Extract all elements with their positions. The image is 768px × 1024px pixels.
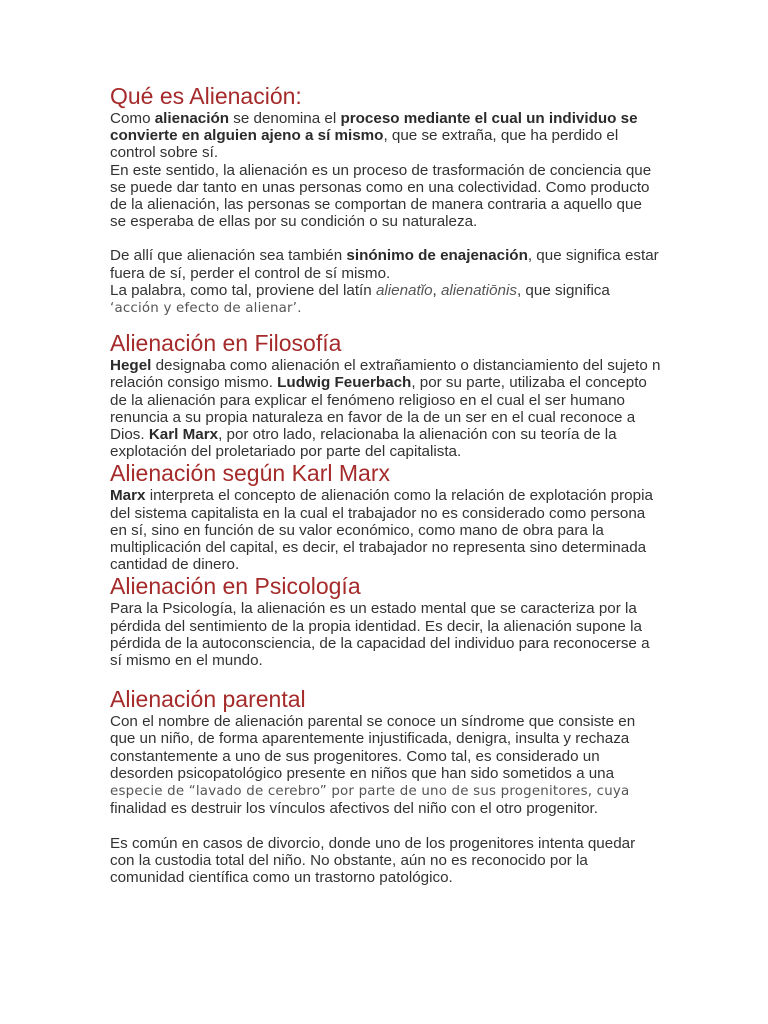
parental-paragraph-2: Es común en casos de divorcio, donde uno de los progenitores intenta quedar con la custodia total del niño. No obstante, aún no es reconocido por la comunidad científica como un trastorno patológico.: [110, 834, 636, 886]
marx-paragraph: [110, 487, 662, 573]
parental-paragraph-1: [110, 713, 662, 817]
text-run: Con el nombre de alienación parental se conoce un síndrome que consiste en que un niño, de forma aparentemente injustificada, denigra, insulta y rechaza constantemente a uno de sus progenitores. Como tal, es considerado un desorden psicopatológico presente en niños que han sido sometidos a una: [110, 713, 636, 782]
text-run: ,: [432, 281, 441, 299]
bold-term: alienación: [154, 110, 230, 127]
bold-name: Karl Marx: [148, 426, 219, 444]
bold-name: Hegel: [110, 357, 152, 375]
latin-term: alienatiōnis: [440, 281, 517, 299]
text-run: designaba como alienación el extrañamiento o distanciamiento del sujeto n relación consigo mismo.: [110, 357, 661, 392]
paragraph-gap: [110, 230, 662, 247]
section-title-intro: Qué es Alienación:: [110, 83, 302, 109]
intro-paragraph-3: [110, 247, 662, 281]
section-title-psicologia: Alienación en Psicología: [110, 573, 361, 600]
paragraph-gap: [110, 818, 662, 835]
meaning-quote: ‘acción y efecto de alienar’.: [110, 301, 302, 317]
text-run: , que significa: [516, 281, 610, 299]
text-run: Como: [110, 110, 155, 127]
filosofia-paragraph: [110, 357, 662, 460]
text-run: , por su parte, utilizaba el concepto de la alienación para explicar el fenómeno religioso en el cual el ser humano renuncia a su propia naturaleza en favor de la de un ser en el cual reconoce a Dios.: [110, 374, 647, 444]
text-run-alt-font: especie de “lavado de cerebro” por parte de uno de sus progenitores, cuya: [110, 784, 630, 800]
latin-term: alienatĭo: [375, 281, 433, 299]
bold-name: Marx: [110, 487, 146, 505]
text-run: , que se extraña, que ha perdido el control sobre sí.: [110, 127, 619, 162]
intro-paragraph-4: [110, 282, 662, 317]
section-title-filosofia: Alienación en Filosofía: [110, 330, 342, 357]
paragraph-gap: [110, 317, 662, 330]
text-run: , que significa estar fuera de sí, perder el control de sí mismo.: [110, 247, 659, 282]
text-run: , por otro lado, relacionaba la alienación con su teoría de la explotación del proletariado por parte del capitalista.: [110, 426, 617, 461]
section-title-marx: Alienación según Karl Marx: [110, 460, 390, 487]
bold-name: Ludwig Feuerbach: [277, 374, 412, 392]
text-run: La palabra, como tal, proviene del latín: [110, 281, 376, 299]
text-run: finalidad es destruir los vínculos afectivos del niño con el otro progenitor.: [110, 800, 598, 818]
bold-definition: proceso mediante el cual un individuo se convierte en alguien ajeno a sí mismo: [110, 110, 638, 145]
text-run: De allí que alienación sea también: [110, 247, 347, 265]
document-body: [110, 83, 662, 886]
section-title-parental: Alienación parental: [110, 686, 306, 713]
text-run: se denomina el: [229, 110, 341, 127]
paragraph-gap: [110, 669, 662, 686]
bold-term: sinónimo de enajenación: [346, 247, 528, 265]
text-run: interpreta el concepto de alienación como la relación de explotación propia del sistema capitalista en la cual el trabajador no es considerado como persona en sí, sino en función de su valor económico, como mano de obra para la multiplicación del capital, es decir, el trabajador no representa sino determinada cantidad de dinero.: [110, 487, 653, 574]
intro-paragraph-2: En este sentido, la alienación es un proceso de trasformación de conciencia que se puede dar tanto en unas personas como en una colectividad. Como producto de la alienación, las personas se comportan de manera contraria a aquello que se esperaba de ellas por su condición o su naturaleza.: [110, 161, 652, 231]
psicologia-paragraph: Para la Psicología, la alienación es un estado mental que se caracteriza por la pérdida del sentimiento de la propia identidad. Es decir, la alienación supone la pérdida de la autoconsciencia, de la capacidad del individuo para reconocerse a sí mismo en el mundo.: [110, 600, 650, 670]
intro-paragraph-1: [110, 110, 662, 162]
